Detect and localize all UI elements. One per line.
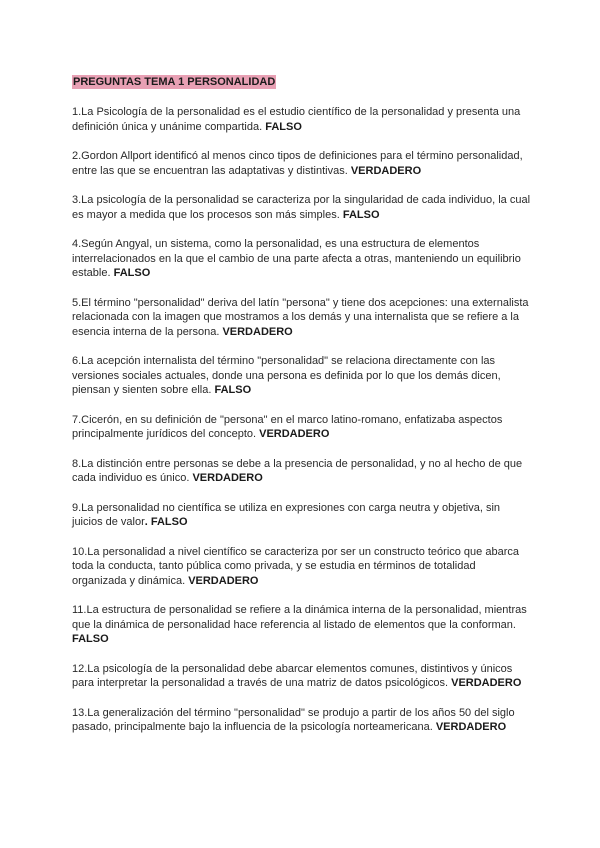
question-text: 6.La acepción internalista del término "personalidad" se relaciona directamente con las versiones sociales actuales, donde una persona es definida por lo que los demás dicen, piensan y sienten sobre ella. <box>72 355 501 396</box>
answer-label: FALSO <box>342 208 380 221</box>
answer-label: VERDADERO <box>188 574 259 587</box>
question-text: 9.La personalidad no científica se utiliza en expresiones con carga neutra y objetiva, sin juicios de valor <box>72 501 501 528</box>
question-text: 5.El término "personalidad" deriva del latín "persona" y tiene dos acepciones: una externalista relacionada con la imagen que mostramos a los demás y una internalista que se refiere a la esencia interna de la persona. <box>72 296 529 338</box>
question-text: 12.La psicología de la personalidad debe abarcar elementos comunes, distintivos y únicos para interpretar la personalidad a través de una matriz de datos psicológicos. <box>72 662 513 689</box>
question-2 <box>72 149 532 178</box>
document-title: PREGUNTAS TEMA 1 PERSONALIDAD <box>73 76 276 88</box>
question-12 <box>72 662 532 691</box>
question-9 <box>72 501 532 530</box>
question-5 <box>72 296 532 340</box>
question-8 <box>72 457 532 486</box>
question-text: 1.La Psicología de la personalidad es el estudio científico de la personalidad y presenta una definición única y unánime compartida. <box>72 106 521 133</box>
question-1 <box>72 105 532 134</box>
question-text: 4.Según Angyal, un sistema, como la personalidad, es una estructura de elementos interrelacionados en la que el cambio de una parte afecta a otras, manteniendo un equilibrio estable. <box>72 238 521 279</box>
answer-label: FALSO <box>113 267 151 279</box>
question-text: 13.La generalización del término "personalidad" se produjo a partir de los años 50 del siglo pasado, principalmente bajo la influencia de la psicología norteamericana. <box>72 706 515 733</box>
question-7 <box>72 413 532 442</box>
question-3 <box>72 193 532 222</box>
document-page <box>72 72 532 750</box>
question-11 <box>72 603 532 647</box>
answer-label: VERDADERO <box>435 721 507 733</box>
question-text: 3.La psicología de la personalidad se caracteriza por la singularidad de cada individuo, la cual es mayor a medida que los procesos son más simples. <box>72 194 531 221</box>
question-13 <box>72 706 532 735</box>
question-6 <box>72 354 532 398</box>
answer-label: VERDADERO <box>350 164 422 177</box>
question-text: 11.La estructura de personalidad se refiere a la dinámica interna de la personalidad, mientras que la dinámica de personalidad hace referencia al listado de elementos que la conforman. <box>72 604 527 631</box>
answer-label: FALSO <box>265 120 302 133</box>
question-text: 8.La distinción entre personas se debe a la presencia de personalidad, y no al hecho de que cada individuo es único. <box>72 457 523 484</box>
answer-label: VERDADERO <box>259 428 330 440</box>
question-4 <box>72 237 532 281</box>
question-text: 2.Gordon Allport identificó al menos cinco tipos de definiciones para el término personalidad, entre las que se encuentran las adaptativas y distintivas. <box>72 150 523 177</box>
answer-label: . FALSO <box>144 516 188 528</box>
answer-label: FALSO <box>214 384 252 396</box>
question-text: 7.Cicerón, en su definición de "persona" en el marco latino-romano, enfatizaba aspectos principalmente jurídicos del concepto. <box>72 413 503 440</box>
answer-label: VERDADERO <box>192 472 263 484</box>
question-text: 10.La personalidad a nivel científico se caracteriza por ser un constructo teórico que abarca toda la conducta, tanto pública como privada, y se estudia en términos de totalidad organizada y dinámica. <box>72 545 519 587</box>
answer-label: VERDADERO <box>451 677 522 689</box>
answer-label: VERDADERO <box>222 325 293 338</box>
answer-label: FALSO <box>72 633 109 645</box>
question-10 <box>72 545 532 589</box>
